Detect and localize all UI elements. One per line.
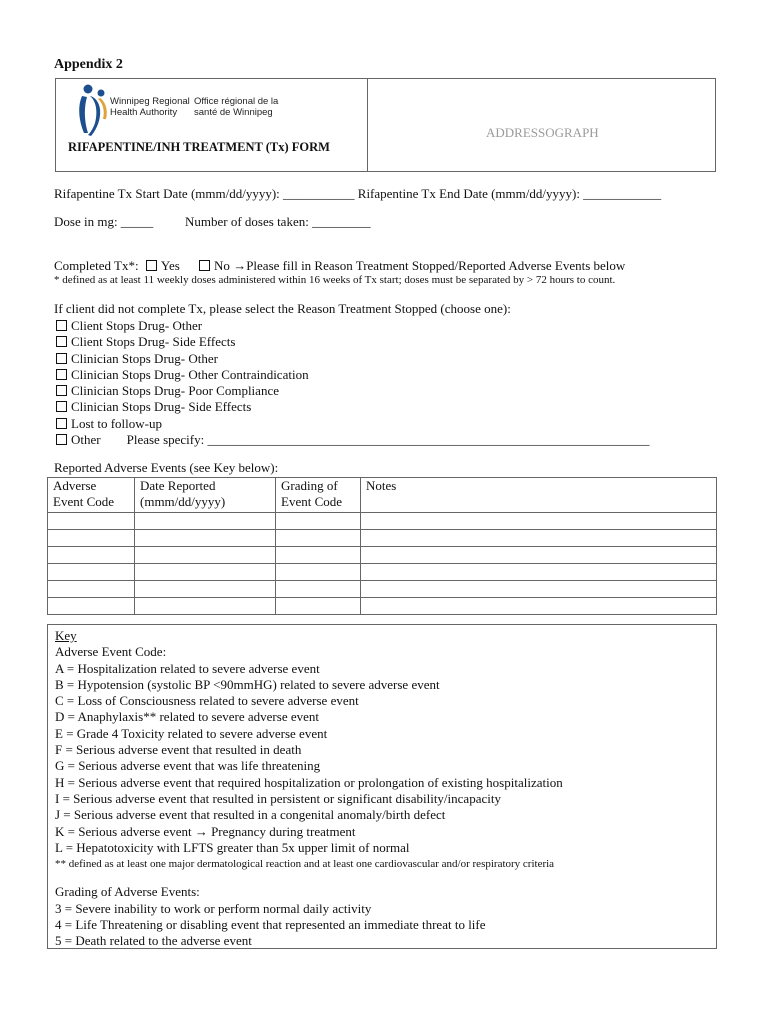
completed-yes-label: Yes bbox=[160, 258, 180, 273]
completed-tx-row bbox=[54, 258, 625, 274]
key-footnote: ** defined as at least one major dermatological reaction and at least one cardiovascular and/or respiratory criteria bbox=[55, 858, 555, 871]
table-cell[interactable] bbox=[48, 581, 135, 598]
header-grading: Grading of Event Code bbox=[276, 478, 361, 513]
table-header-row bbox=[48, 478, 717, 513]
table-cell[interactable] bbox=[48, 598, 135, 615]
table-cell[interactable] bbox=[48, 530, 135, 547]
table-cell[interactable] bbox=[48, 513, 135, 530]
key-code-heading: Adverse Event Code: bbox=[55, 644, 167, 660]
arrow-right-icon: → bbox=[194, 823, 208, 839]
key-code-item: H = Serious adverse event that required hospitalization or prolongation of existing hospitalization bbox=[55, 774, 563, 790]
key-code-item: L = Hepatotoxicity with LFTS greater than 5x upper limit of normal bbox=[55, 839, 410, 855]
table-row[interactable] bbox=[48, 547, 717, 564]
grading-item: 3 = Severe inability to work or perform normal daily activity bbox=[55, 900, 372, 916]
key-code-item: B = Hypotension (systolic BP <90mmHG) related to severe adverse event bbox=[55, 676, 440, 692]
completed-tx-label: Completed Tx*: bbox=[54, 258, 139, 273]
reason-checkbox[interactable] bbox=[56, 353, 67, 364]
table-cell[interactable] bbox=[276, 530, 361, 547]
table-cell[interactable] bbox=[276, 547, 361, 564]
reason-checkbox[interactable] bbox=[56, 336, 67, 347]
appendix-label: Appendix 2 bbox=[54, 57, 123, 72]
reason-option[interactable]: Client Stops Drug- Other bbox=[56, 318, 649, 334]
completed-no-checkbox[interactable] bbox=[199, 260, 210, 271]
header-notes: Notes bbox=[361, 478, 717, 513]
reason-option[interactable]: Clinician Stops Drug- Other bbox=[56, 351, 649, 367]
table-row[interactable] bbox=[48, 598, 717, 615]
key-code-item: F = Serious adverse event that resulted in death bbox=[55, 742, 302, 758]
table-cell[interactable] bbox=[276, 513, 361, 530]
completed-footnote: * defined as at least 11 weekly doses administered within 16 weeks of Tx start; doses must be separated by > 72 hours to count. bbox=[54, 274, 616, 286]
header-divider bbox=[367, 79, 368, 171]
table-cell[interactable] bbox=[135, 547, 276, 564]
table-cell[interactable] bbox=[276, 598, 361, 615]
table-cell[interactable] bbox=[276, 564, 361, 581]
reason-option-other[interactable]: Other Please specify: ____________________________________________________________________ bbox=[56, 432, 649, 448]
table-cell[interactable] bbox=[48, 547, 135, 564]
table-cell[interactable] bbox=[135, 598, 276, 615]
table-cell[interactable] bbox=[361, 513, 717, 530]
key-code-item: E = Grade 4 Toxicity related to severe adverse event bbox=[55, 725, 328, 741]
grading-item: 4 = Life Threatening or disabling event that represented an immediate threat to life bbox=[55, 917, 486, 933]
reason-option[interactable]: Clinician Stops Drug- Other Contraindication bbox=[56, 367, 649, 383]
form-header bbox=[55, 78, 716, 172]
grading-heading: Grading of Adverse Events: bbox=[55, 884, 200, 900]
table-row[interactable] bbox=[48, 530, 717, 547]
header-date-reported: Date Reported (mmm/dd/yyyy) bbox=[135, 478, 276, 513]
reason-heading: If client did not complete Tx, please select the Reason Treatment Stopped (choose one): bbox=[54, 301, 511, 316]
key-title: Key bbox=[55, 628, 77, 643]
table-cell[interactable] bbox=[361, 564, 717, 581]
organization-name-french: Office régional de la santé de Winnipeg bbox=[194, 96, 279, 118]
doses-taken-field[interactable]: Number of doses taken: _________ bbox=[185, 214, 371, 229]
key-code-item: D = Anaphylaxis** related to severe adverse event bbox=[55, 709, 319, 725]
reason-checkbox[interactable] bbox=[56, 385, 67, 396]
table-row[interactable] bbox=[48, 513, 717, 530]
other-specify-field[interactable]: Please specify: ____________________________________________________________________ bbox=[126, 432, 650, 448]
key-code-item: C = Loss of Consciousness related to severe adverse event bbox=[55, 693, 359, 709]
table-cell[interactable] bbox=[361, 530, 717, 547]
table-cell[interactable] bbox=[135, 564, 276, 581]
completed-no-label: No bbox=[214, 258, 230, 273]
wrha-logo-icon bbox=[68, 83, 116, 141]
completed-instruction: Please fill in Reason Treatment Stopped/Reported Adverse Events below bbox=[246, 258, 626, 273]
table-row[interactable] bbox=[48, 581, 717, 598]
table-cell[interactable] bbox=[361, 598, 717, 615]
reason-option[interactable]: Clinician Stops Drug- Side Effects bbox=[56, 399, 649, 415]
table-cell[interactable] bbox=[48, 564, 135, 581]
key-code-item: I = Serious adverse event that resulted in persistent or significant disability/incapacity bbox=[55, 790, 501, 806]
header-adverse-event-code: Adverse Event Code bbox=[48, 478, 135, 513]
reason-checkbox[interactable] bbox=[56, 320, 67, 331]
key-code-item: J = Serious adverse event that resulted in a congenital anomaly/birth defect bbox=[55, 807, 446, 823]
table-cell[interactable] bbox=[361, 581, 717, 598]
reason-options-list bbox=[56, 318, 649, 448]
adverse-events-table bbox=[47, 477, 717, 615]
table-cell[interactable] bbox=[361, 547, 717, 564]
key-box bbox=[47, 624, 717, 949]
reason-option[interactable]: Lost to follow-up bbox=[56, 416, 649, 432]
organization-name-english: Winnipeg Regional Health Authority bbox=[110, 96, 190, 118]
reason-option[interactable]: Clinician Stops Drug- Poor Compliance bbox=[56, 383, 649, 399]
reason-checkbox[interactable] bbox=[56, 369, 67, 380]
reason-checkbox[interactable] bbox=[56, 434, 67, 445]
arrow-right-icon: → bbox=[233, 258, 247, 273]
reason-checkbox[interactable] bbox=[56, 401, 67, 412]
reason-option[interactable]: Client Stops Drug- Side Effects bbox=[56, 334, 649, 350]
key-code-item-k: K = Serious adverse event → Pregnancy during treatment bbox=[55, 823, 356, 839]
form-title: RIFAPENTINE/INH TREATMENT (Tx) FORM bbox=[68, 140, 330, 154]
completed-yes-checkbox[interactable] bbox=[146, 260, 157, 271]
reason-checkbox[interactable] bbox=[56, 418, 67, 429]
key-code-item: A = Hospitalization related to severe adverse event bbox=[55, 660, 320, 676]
key-code-item: G = Serious adverse event that was life threatening bbox=[55, 758, 321, 774]
table-cell[interactable] bbox=[276, 581, 361, 598]
start-end-date-fields[interactable]: Rifapentine Tx Start Date (mmm/dd/yyyy): ___________ Rifapentine Tx End Date (mmm/dd/yyyy): ____________ bbox=[54, 186, 662, 201]
grading-item: 5 = Death related to the adverse event bbox=[55, 933, 252, 949]
addressograph-area[interactable]: ADDRESSOGRAPH bbox=[486, 125, 599, 140]
table-cell[interactable] bbox=[135, 530, 276, 547]
table-cell[interactable] bbox=[135, 513, 276, 530]
table-cell[interactable] bbox=[135, 581, 276, 598]
dose-field[interactable]: Dose in mg: _____ bbox=[54, 214, 154, 229]
table-caption: Reported Adverse Events (see Key below): bbox=[54, 460, 279, 475]
table-row[interactable] bbox=[48, 564, 717, 581]
